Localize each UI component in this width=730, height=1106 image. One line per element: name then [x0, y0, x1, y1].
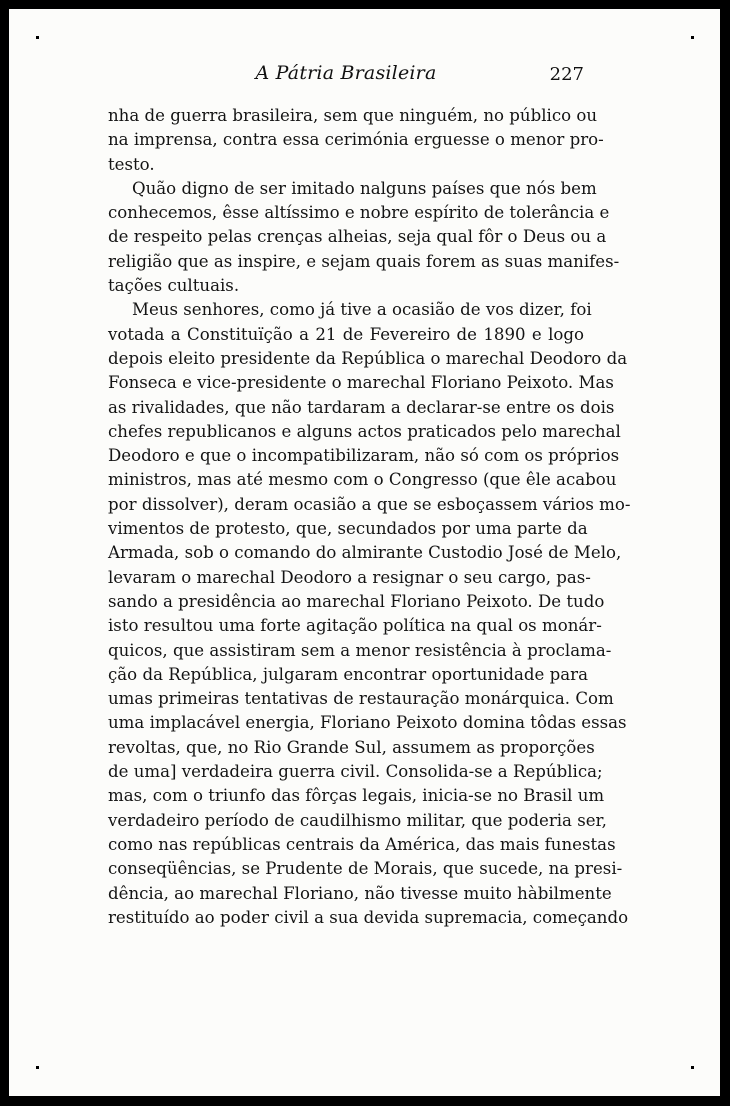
text-line: testo.: [108, 154, 155, 174]
text-line: isto resultou uma forte agitação política na qual os monár-: [108, 616, 602, 636]
text-line: vimentos de protesto, que, secundados por uma parte da: [108, 519, 588, 539]
text-line: como nas repúblicas centrais da América, das mais funestas: [108, 834, 616, 854]
running-title: A Pátria Brasileira: [255, 62, 437, 84]
text-line: dência, ao marechal Floriano, não tivesse muito hàbilmente: [108, 883, 612, 903]
text-line: umas primeiras tentativas de restauração monárquica. Com: [108, 689, 614, 709]
text-line: Fonseca e vice-presidente o marechal Floriano Peixoto. Mas: [108, 373, 614, 393]
text-line: uma implacável energia, Floriano Peixoto domina tôdas essas: [108, 713, 627, 733]
text-line: Armada, sob o comando do almirante Custodio José de Melo,: [108, 543, 622, 563]
text-line: na imprensa, contra essa cerimónia erguesse o menor pro-: [108, 130, 604, 150]
text-line: tações cultuais.: [108, 276, 240, 296]
text-line: Quão digno de ser imitado nalguns países que nós bem: [132, 178, 597, 198]
text-line: ministros, mas até mesmo com o Congresso (que êle acabou: [108, 470, 617, 490]
paragraph: [108, 177, 620, 298]
body-text: [108, 104, 631, 930]
text-line: mas, com o triunfo das fôrças legais, inicia-se no Brasil um: [108, 786, 605, 806]
text-line: religião que as inspire, e sejam quais forem as suas manifes-: [108, 251, 620, 271]
crop-mark-top-right: [691, 36, 694, 39]
crop-mark-top-left: [36, 36, 39, 39]
text-line: verdadeiro período de caudilhismo militar, que poderia ser,: [108, 810, 607, 830]
text-line: conseqüências, se Prudente de Morais, que sucede, na presi-: [108, 859, 623, 879]
text-line: conhecemos, êsse altíssimo e nobre espírito de tolerância e: [108, 203, 610, 223]
crop-mark-bottom-right: [691, 1066, 694, 1069]
running-head: [108, 62, 584, 88]
text-line: ção da República, julgaram encontrar oportunidade para: [108, 664, 588, 684]
paragraph: [108, 298, 631, 930]
text-line: nha de guerra brasileira, sem que ninguém, no público ou: [108, 106, 598, 125]
text-line: de respeito pelas crenças alheias, seja qual fôr o Deus ou a: [108, 227, 607, 247]
text-line: quicos, que assistiram sem a menor resistência à proclama-: [108, 640, 612, 660]
text-line: Meus senhores, como já tive a ocasião de vos dizer, foi: [132, 300, 592, 320]
text-line: as rivalidades, que não tardaram a declarar-se entre os dois: [108, 397, 615, 417]
text-line: chefes republicanos e alguns actos praticados pelo marechal: [108, 421, 621, 441]
text-line: restituído ao poder civil a sua devida supremacia, começando: [108, 907, 629, 927]
text-line: Deodoro e que o incompatibilizaram, não só com os próprios: [108, 446, 620, 466]
crop-mark-bottom-left: [36, 1066, 39, 1069]
text-line: sando a presidência ao marechal Floriano Peixoto. De tudo: [108, 591, 605, 611]
text-line: depois eleito presidente da República o marechal Deodoro da: [108, 348, 628, 368]
text-line: de uma] verdadeira guerra civil. Consolida-se a República;: [108, 762, 603, 782]
paragraph: [108, 104, 604, 177]
text-line: levaram o marechal Deodoro a resignar o seu cargo, pas-: [108, 567, 591, 587]
text-line: revoltas, que, no Rio Grande Sul, assumem as proporções: [108, 737, 595, 757]
text-line: votada a Constituïção a 21 de Fevereiro de 1890 e logo: [108, 324, 584, 344]
page-number: 227: [549, 64, 584, 85]
text-line: por dissolver), deram ocasião a que se esboçassem vários mo-: [108, 494, 631, 514]
